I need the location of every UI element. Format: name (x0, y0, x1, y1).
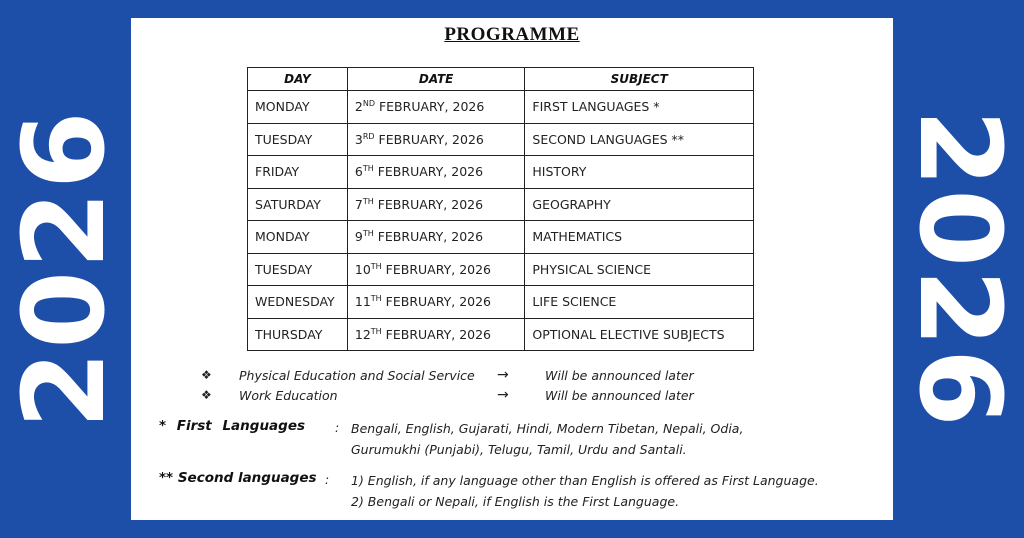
cell-date (347, 91, 525, 124)
programme-sheet (131, 18, 893, 520)
programme-table (247, 67, 754, 351)
note-row (201, 388, 761, 408)
second-languages-text (351, 470, 871, 512)
date-suffix: TH (370, 261, 382, 271)
date-month-year: FEBRUARY, 2026 (373, 229, 484, 245)
table-row (248, 318, 754, 351)
note-value: Will be announced later (545, 388, 694, 403)
cell-subject: HISTORY (525, 156, 754, 189)
second-languages-heading: ** Second languages (159, 470, 317, 486)
table-header-row (248, 68, 754, 91)
date-number: 12 (354, 326, 371, 342)
date-suffix: TH (370, 326, 382, 336)
table-row (248, 91, 754, 124)
cell-date (347, 156, 525, 189)
table-row (248, 221, 754, 254)
date-month-year: FEBRUARY, 2026 (373, 196, 484, 212)
date-number: 10 (354, 261, 371, 277)
cell-day: WEDNESDAY (248, 286, 348, 319)
header-date: DATE (347, 68, 525, 91)
cell-date (347, 123, 525, 156)
cell-subject: LIFE SCIENCE (525, 286, 754, 319)
cell-date (347, 253, 525, 286)
cell-day: SATURDAY (248, 188, 348, 221)
side-year-left (0, 0, 130, 538)
first-languages-colon: : (335, 420, 340, 435)
diamond-bullet-icon: ❖ (201, 388, 212, 402)
cell-day: TUESDAY (248, 123, 348, 156)
cell-day: MONDAY (248, 221, 348, 254)
date-month-year: FEBRUARY, 2026 (374, 131, 484, 147)
date-number: 3 (354, 131, 363, 147)
date-number: 11 (354, 294, 371, 310)
date-suffix: RD (362, 131, 375, 141)
first-languages-heading: * First Languages (159, 418, 306, 434)
cell-day: MONDAY (248, 91, 348, 124)
date-suffix: TH (362, 196, 374, 206)
first-languages-line: Gurumukhi (Punjabi), Telugu, Tamil, Urdu and Santali. (351, 442, 687, 457)
side-year-right-text: 2026 (894, 109, 1024, 429)
cell-day: THURSDAY (248, 318, 348, 351)
first-languages-text (351, 418, 849, 460)
date-suffix: TH (370, 294, 382, 304)
date-number: 7 (354, 196, 363, 212)
date-month-year: FEBRUARY, 2026 (375, 99, 485, 115)
cell-subject: OPTIONAL ELECTIVE SUBJECTS (525, 318, 754, 351)
cell-date (347, 221, 525, 254)
note-label: Work Education (239, 388, 338, 403)
page-title: PROGRAMME (444, 24, 580, 45)
header-day: DAY (248, 68, 348, 91)
diamond-bullet-icon: ❖ (201, 368, 212, 382)
table-row (248, 156, 754, 189)
arrow-right-icon: → (497, 367, 509, 383)
cell-subject: GEOGRAPHY (525, 188, 754, 221)
date-suffix: TH (362, 164, 374, 174)
note-row (201, 368, 761, 388)
second-languages-colon: : (325, 472, 330, 487)
date-month-year: FEBRUARY, 2026 (381, 326, 492, 342)
date-suffix: TH (362, 229, 374, 239)
note-value: Will be announced later (545, 368, 694, 383)
table-row (248, 188, 754, 221)
cell-day: FRIDAY (248, 156, 348, 189)
cell-subject: FIRST LANGUAGES * (525, 91, 754, 124)
date-number: 9 (354, 229, 363, 245)
date-suffix: ND (362, 99, 375, 109)
cell-subject: PHYSICAL SCIENCE (525, 253, 754, 286)
cell-subject: MATHEMATICS (525, 221, 754, 254)
first-languages-line: Bengali, English, Gujarati, Hindi, Modern Tibetan, Nepali, Odia, (351, 421, 744, 436)
table-row (248, 286, 754, 319)
date-month-year: FEBRUARY, 2026 (381, 294, 492, 310)
cell-date (347, 286, 525, 319)
arrow-right-icon: → (497, 387, 509, 403)
date-month-year: FEBRUARY, 2026 (381, 261, 492, 277)
side-year-right (894, 0, 1024, 538)
note-label: Physical Education and Social Service (239, 368, 475, 383)
date-month-year: FEBRUARY, 2026 (373, 164, 484, 180)
cell-date (347, 188, 525, 221)
second-languages-line: 1) English, if any language other than English is offered as First Language. (351, 473, 819, 488)
table-row (248, 123, 754, 156)
date-number: 6 (354, 164, 363, 180)
notes-list (201, 368, 761, 408)
table-body (248, 91, 754, 351)
cell-subject: SECOND LANGUAGES ** (525, 123, 754, 156)
cell-day: TUESDAY (248, 253, 348, 286)
header-subject: SUBJECT (525, 68, 754, 91)
cell-date (347, 318, 525, 351)
side-year-left-text: 2026 (0, 109, 130, 429)
second-languages-line: 2) Bengali or Nepali, if English is the First Language. (351, 494, 680, 509)
table-row (248, 253, 754, 286)
date-number: 2 (354, 99, 363, 115)
